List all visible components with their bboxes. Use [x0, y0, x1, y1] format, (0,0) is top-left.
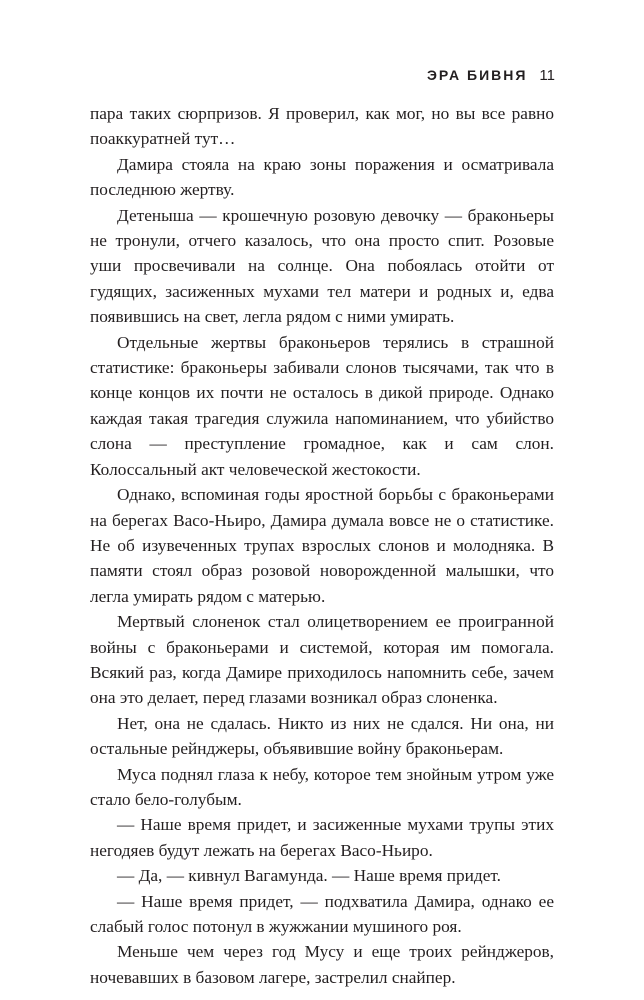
- page-number: 11: [539, 67, 555, 84]
- paragraph: Однако, вспоминая годы яростной борьбы с браконьерами на берегах Васо-Ньиро, Дамира думала вовсе не о статистике. Не об изувеченных трупах взрослых слонов и молодняка. В памяти стоял образ розовой новорожденной малышки, что легла умирать рядом с матерью.: [90, 485, 554, 606]
- paragraph: Дамира стояла на краю зоны поражения и осматривала последнюю жертву.: [90, 154, 554, 200]
- paragraph: Муса поднял глаза к небу, которое тем знойным утром уже стало бело-голубым.: [90, 764, 554, 809]
- paragraph-continuation: пара таких сюрпризов. Я проверил, как мог, но вы все равно поаккуратней тут…: [90, 104, 554, 149]
- paragraph: Детеныша — крошечную розовую девочку — браконьеры не тронули, отчего казалось, что она просто спит. Розовые уши просвечивали на солнце. Она побоялась отойти от гудящих, засиженных мухами тел матери и родных и, едва появившись на свет, легла рядом с ними умирать.: [90, 205, 554, 327]
- book-title: ЭРА БИВНЯ: [426, 67, 528, 83]
- body-text: [90, 101, 554, 990]
- paragraph: Меньше чем через год Мусу и еще троих рейнджеров, ночевавших в базовом лагере, застрелил снайпер.: [90, 942, 554, 987]
- dialogue-line: — Да, — кивнул Вагамунда. — Наше время придет.: [117, 866, 501, 886]
- dialogue-line: — Наше время придет, и засиженные мухами трупы этих негодяев будут лежать на берегах Васо-Ньиро.: [90, 815, 554, 860]
- dialogue-line: — Наше время придет, — подхватила Дамира, однако ее слабый голос потонул в жужжании мушиного роя.: [90, 891, 554, 936]
- running-header: [427, 67, 555, 84]
- paragraph: Мертвый слоненок стал олицетворением ее проигранной войны с браконьерами и системой, которая им помогала. Всякий раз, когда Дамире приходилось напомнить себе, зачем она это делает, перед глазами возникал образ слоненка.: [90, 612, 554, 708]
- paragraph: Нет, она не сдалась. Никто из них не сдался. Ни она, ни остальные рейнджеры, объявившие войну браконьерам.: [90, 713, 554, 759]
- paragraph: Отдельные жертвы браконьеров терялись в страшной статистике: браконьеры забивали слонов тысячами, так что в конце концов их почти не осталось в дикой природе. Однако каждая такая трагедия служила напоминанием, что убийство слона — преступление громадное, как и сам слон. Колоссальный акт человеческой жестокости.: [90, 332, 554, 479]
